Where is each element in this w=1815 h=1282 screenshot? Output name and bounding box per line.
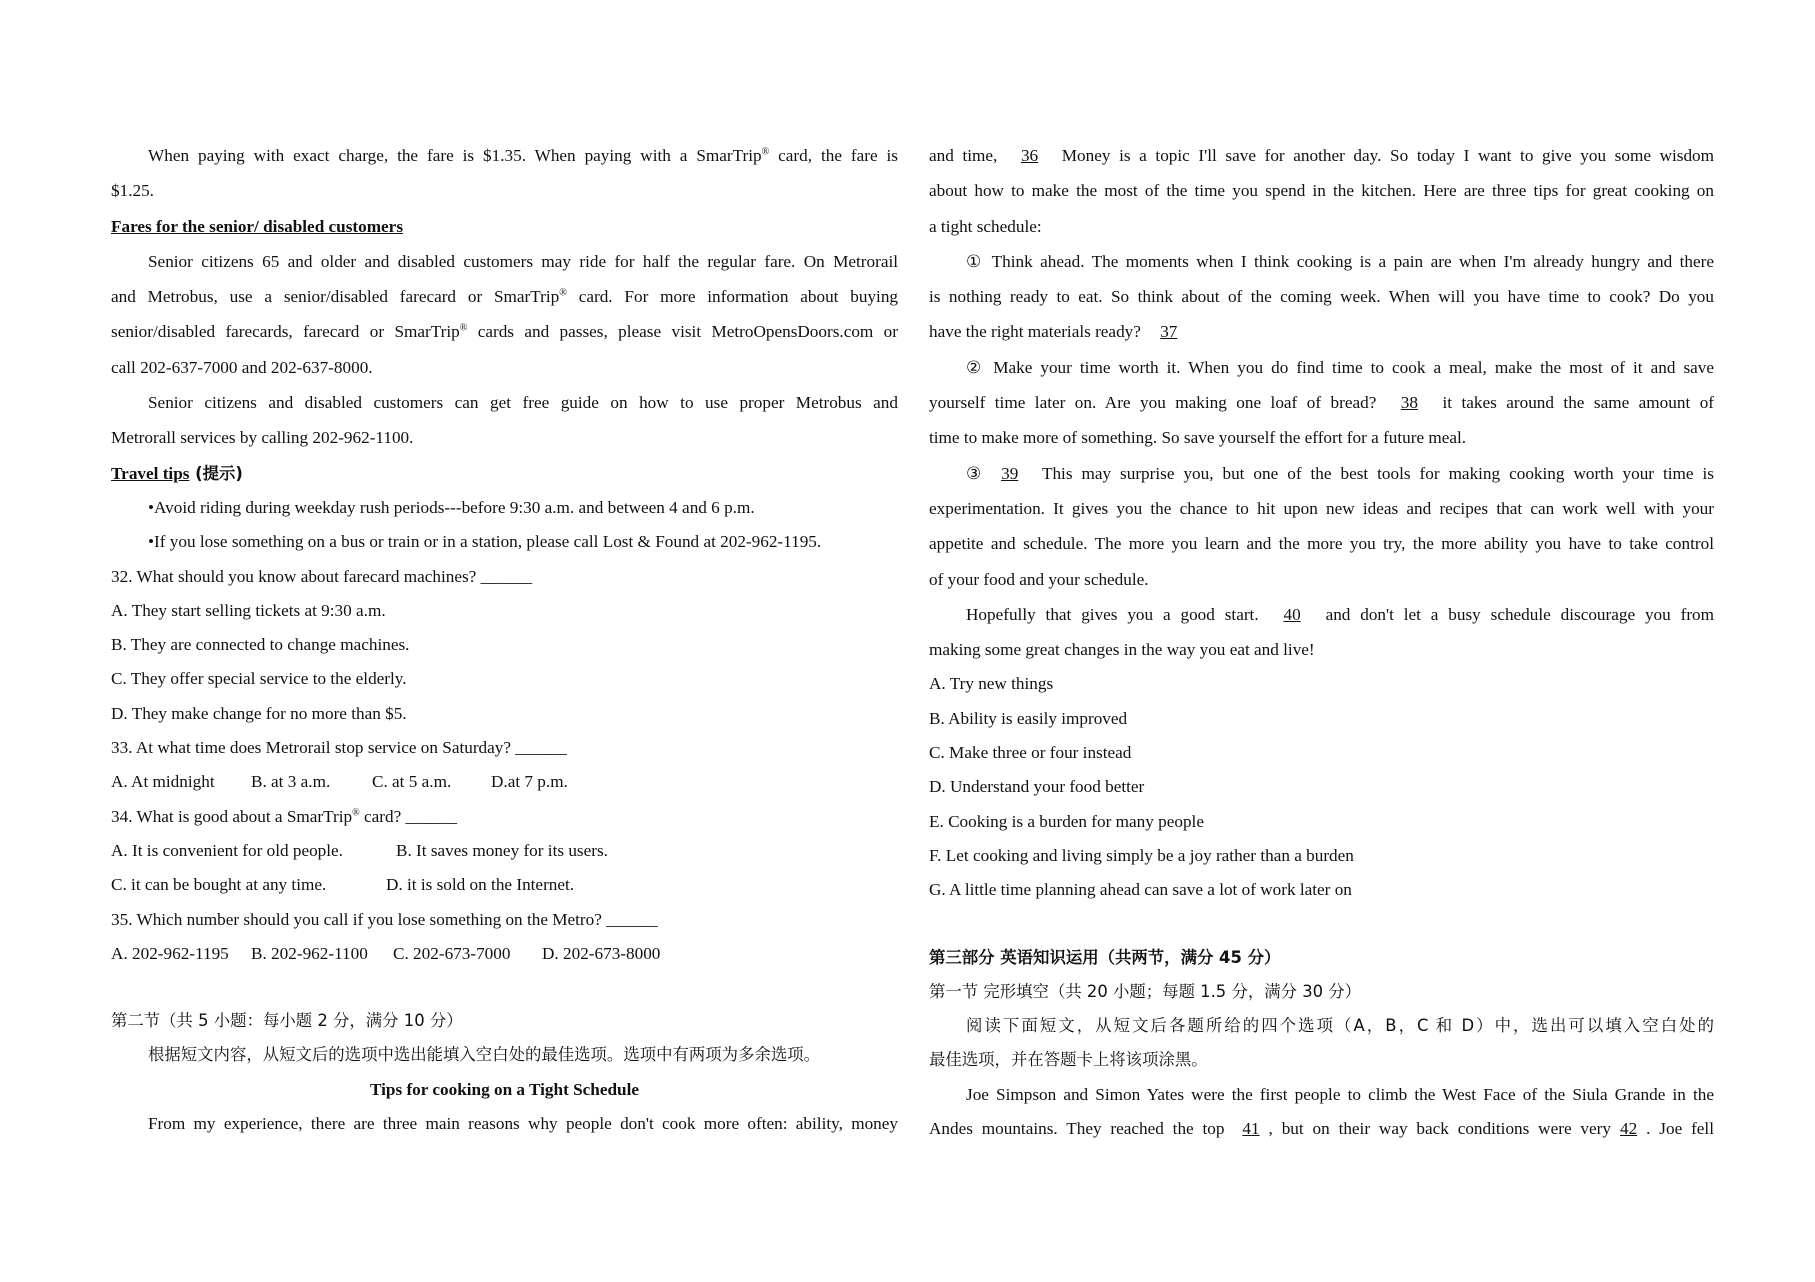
section-2-heading: 第二节（共 5 小题：每小题 2 分，满分 10 分） xyxy=(111,1011,463,1031)
question-32: 32. What should you know about farecard machines? ______ xyxy=(111,566,533,586)
blank-36: 36 xyxy=(1020,146,1039,165)
tip-2-line-1: ② Make your time worth it. When you do find time to cook a meal, make the most of it and save xyxy=(966,357,1714,377)
senior-paragraph-line-1: Senior citizens 65 and older and disabled customers may ride for half the regular fare. On Metrorail xyxy=(148,251,898,271)
senior-paragraph-line-4: call 202-637-7000 and 202-637-8000. xyxy=(111,357,373,377)
senior-fares-heading: Fares for the senior/ disabled customers xyxy=(111,216,404,236)
question-34-option-a: A. It is convenient for old people. xyxy=(111,840,343,860)
tip-1-line-2: is nothing ready to eat. So think about of the coming week. When will you have time to cook? Do you xyxy=(929,287,1714,307)
part-3-instructions-line-2: 最佳选项，并在答题卡上将该项涂黑。 xyxy=(929,1050,1208,1070)
option-f: F. Let cooking and living simply be a joy rather than a burden xyxy=(929,845,1354,865)
cloze-line-1: Joe Simpson and Simon Yates were the first people to climb the West Face of the Siula Grande in the xyxy=(966,1084,1714,1104)
article-paragraph-1: From my experience, there are three main reasons why people don't cook more often: ability, money xyxy=(148,1114,898,1134)
closing-line-2: making some great changes in the way you eat and live! xyxy=(929,640,1315,660)
article-title: Tips for cooking on a Tight Schedule xyxy=(369,1079,640,1099)
right-column xyxy=(929,138,1714,1146)
question-34: 34. What is good about a SmarTrip® card? ______ xyxy=(111,806,458,826)
question-32-option-c: C. They offer special service to the elderly. xyxy=(111,669,407,689)
cloze-line-2: Andes mountains. They reached the top 41 , but on their way back conditions were very 42 . Joe fell xyxy=(929,1119,1714,1139)
question-34-option-c: C. it can be bought at any time. xyxy=(111,875,327,895)
option-c: C. Make three or four instead xyxy=(929,743,1132,763)
blank-42: 42 xyxy=(1619,1119,1638,1139)
question-33-option-d: D.at 7 p.m. xyxy=(491,772,568,792)
section-spacer xyxy=(929,908,1714,941)
fare-paragraph-line-2: $1.25. xyxy=(111,181,154,201)
section-spacer xyxy=(111,971,898,1004)
question-35-options xyxy=(111,937,898,971)
closing-line-1: Hopefully that gives you a good start. 40 and don't let a busy schedule discourage you from xyxy=(966,604,1715,624)
question-35: 35. Which number should you call if you lose something on the Metro? ______ xyxy=(111,909,658,929)
guide-paragraph-line-2: Metrorall services by calling 202-962-1100. xyxy=(111,428,414,448)
tip-2-line-3: time to make more of something. So save yourself the effort for a future meal. xyxy=(929,428,1467,448)
option-a: A. Try new things xyxy=(929,674,1054,694)
left-column xyxy=(111,138,898,1141)
question-35-option-a: A. 202-962-1195 xyxy=(111,943,229,963)
blank-39: 39 xyxy=(1001,463,1019,483)
guide-paragraph-line-1: Senior citizens and disabled customers can get free guide on how to use proper Metrobus and xyxy=(148,393,898,413)
tip-1-line-3: have the right materials ready? 37 xyxy=(929,314,1714,349)
fare-paragraph-line-1: When paying with exact charge, the fare is $1.35. When paying with a SmarTrip® card, the fare is xyxy=(148,146,898,165)
question-34-option-d: D. it is sold on the Internet. xyxy=(386,875,575,895)
blank-37: 37 xyxy=(1160,322,1178,342)
travel-tip-2: •If you lose something on a bus or train or in a station, please call Lost & Found at 202-962-1195. xyxy=(148,532,822,552)
option-e: E. Cooking is a burden for many people xyxy=(929,811,1204,831)
tip-3-line-4: of your food and your schedule. xyxy=(929,569,1149,589)
question-33: 33. At what time does Metrorail stop service on Saturday? ______ xyxy=(111,738,567,758)
senior-paragraph-line-2: and Metrobus, use a senior/disabled farecard or SmarTrip® card. For more information about buying xyxy=(111,287,899,307)
travel-tip-1: •Avoid riding during weekday rush periods---before 9:30 a.m. and between 4 and 6 p.m. xyxy=(148,497,755,517)
tip-1-line-1: ① Think ahead. The moments when I think cooking is a pain are when I'm already hungry and there xyxy=(966,251,1714,271)
article-line: about how to make the most of the time you spend in the kitchen. Here are three tips for great cooking on xyxy=(929,181,1714,201)
question-34-options-ab xyxy=(111,834,898,868)
question-35-option-d: D. 202-673-8000 xyxy=(542,943,661,963)
question-32-option-a: A. They start selling tickets at 9:30 a.m. xyxy=(111,600,386,620)
question-33-option-a: A. At midnight xyxy=(111,772,215,792)
option-b: B. Ability is easily improved xyxy=(929,708,1128,728)
tip-3-line-2: experimentation. It gives you the chance to hit upon new ideas and recipes that can work well with your xyxy=(929,498,1714,518)
tip-3-line-1: ③ 39 This may surprise you, but one of the best tools for making cooking worth your time is xyxy=(966,463,1714,483)
blank-38: 38 xyxy=(1400,393,1418,413)
travel-tips-heading: Travel tips (提示) xyxy=(111,463,243,483)
part-3-instructions-line-1: 阅读下面短文，从短文后各题所给的四个选项（A，B，C 和 D）中，选出可以填入空白处的 xyxy=(966,1016,1714,1036)
question-35-option-b: B. 202-962-1100 xyxy=(251,943,368,963)
section-2-instructions: 根据短文内容，从短文后的选项中选出能填入空白处的最佳选项。选项中有两项为多余选项。 xyxy=(148,1045,821,1065)
question-32-option-b: B. They are connected to change machines. xyxy=(111,635,410,655)
part-3-heading: 第三部分 英语知识运用（共两节，满分 45 分） xyxy=(929,947,1281,967)
article-line: a tight schedule: xyxy=(929,216,1042,236)
question-33-option-c: C. at 5 a.m. xyxy=(372,772,452,792)
question-35-option-c: C. 202-673-7000 xyxy=(393,943,511,963)
blank-40: 40 xyxy=(1283,604,1301,624)
article-line-continued: and time, 36 Money is a topic I'll save for another day. So today I want to give you some wisdom xyxy=(929,146,1715,165)
question-33-option-b: B. at 3 a.m. xyxy=(251,772,331,792)
question-34-option-b: B. It saves money for its users. xyxy=(396,840,608,860)
question-33-options xyxy=(111,765,898,799)
senior-paragraph-line-3: senior/disabled farecards, farecard or SmarTrip® cards and passes, please visit MetroOpensDoors.com or xyxy=(111,322,898,342)
tip-3-line-3: appetite and schedule. The more you learn and the more you try, the more ability you have to take control xyxy=(929,534,1714,554)
tip-2-line-2: yourself time later on. Are you making one loaf of bread? 38 it takes around the same amount of xyxy=(929,393,1715,413)
question-32-option-d: D. They make change for no more than $5. xyxy=(111,703,407,723)
blank-41: 41 xyxy=(1242,1119,1260,1139)
option-d: D. Understand your food better xyxy=(929,777,1145,797)
part-3-section-1-heading: 第一节 完形填空（共 20 小题；每题 1.5 分，满分 30 分） xyxy=(929,981,1362,1001)
question-34-options-cd xyxy=(111,868,898,902)
option-g: G. A little time planning ahead can save a lot of work later on xyxy=(929,880,1352,900)
